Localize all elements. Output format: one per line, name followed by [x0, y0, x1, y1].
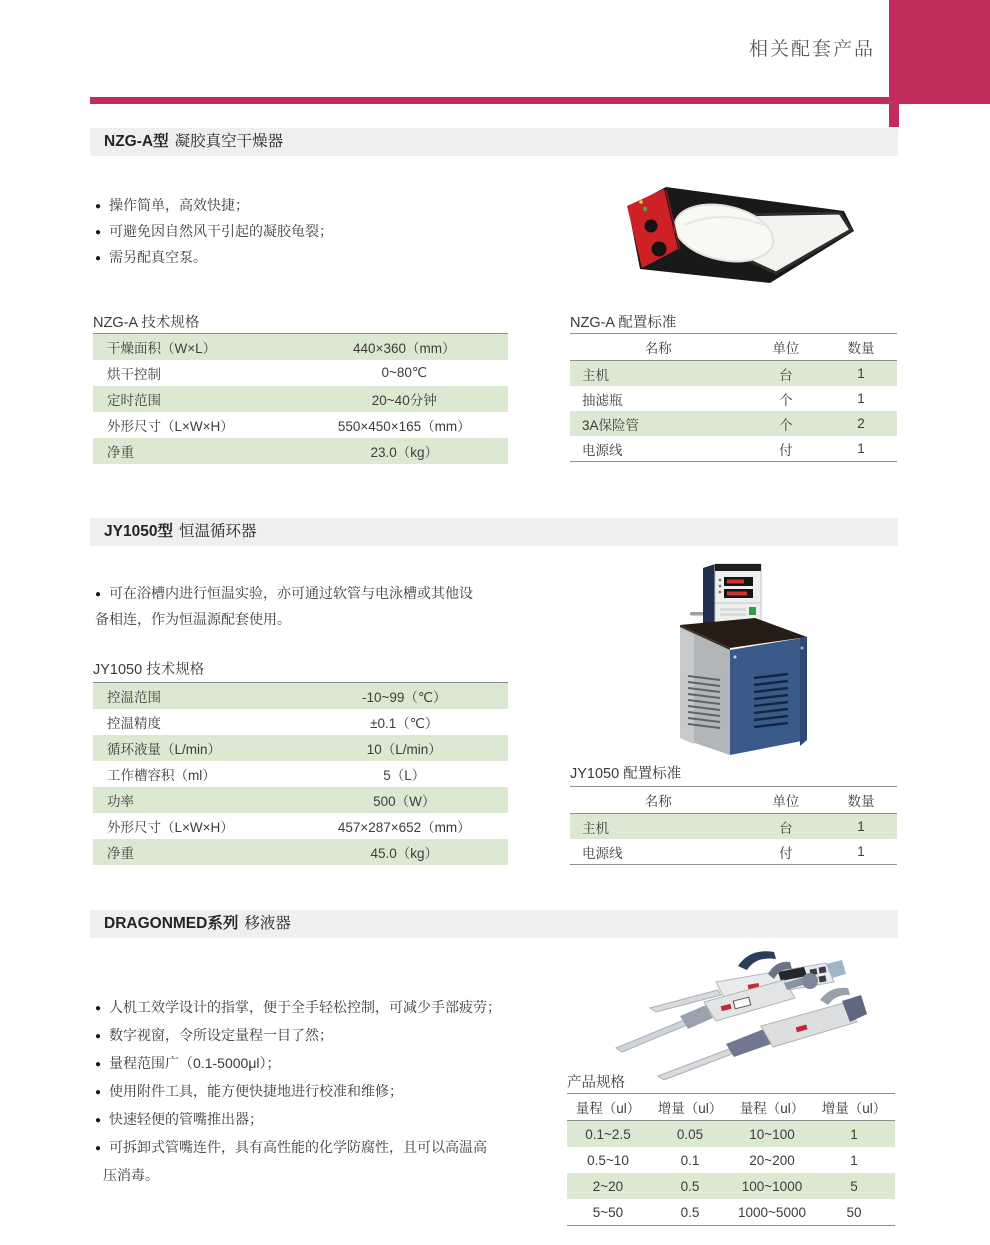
range-cell: 50 — [846, 1204, 862, 1220]
section-title-rest: 凝胶真空干燥器 — [174, 133, 284, 150]
table-row — [93, 683, 508, 709]
config-name: 主机 — [582, 367, 609, 383]
spec-label: 净重 — [107, 445, 134, 460]
config-qty: 2 — [857, 416, 865, 431]
col-header-range: 量程（ul） — [575, 1101, 641, 1116]
table-row — [570, 411, 897, 436]
table-header-row — [570, 787, 897, 814]
spec-value: 550×450×165（mm） — [337, 419, 471, 434]
table-row — [93, 360, 508, 386]
range-cell: 1 — [850, 1152, 858, 1168]
table-row — [93, 735, 508, 761]
spec-label: 工作槽容积（ml） — [107, 768, 216, 783]
jy1050-spec-table — [93, 682, 508, 865]
page-title: 相关配套产品 — [748, 39, 875, 60]
spec-label: 循环液量（L/min） — [107, 742, 222, 757]
jy1050-config-table — [570, 786, 897, 865]
spec-value: 45.0（kg） — [370, 846, 439, 861]
section-title-rest: 移液器 — [244, 915, 291, 932]
range-cell: 20~200 — [749, 1152, 795, 1168]
spec-value: 23.0（kg） — [370, 445, 439, 460]
table-row — [93, 839, 508, 865]
section-title-model: JY1050型 — [104, 523, 173, 540]
gel-vacuum-dryer-image — [618, 173, 856, 285]
header-accent-block — [889, 0, 990, 104]
jy1050-config-table-title: JY1050 配置标准 — [570, 766, 682, 782]
spec-label: 外形尺寸（L×W×H） — [107, 820, 234, 835]
config-qty: 1 — [857, 819, 865, 834]
table-row — [567, 1147, 895, 1173]
table-row — [570, 814, 897, 839]
config-name: 3A保险管 — [582, 417, 640, 433]
spec-label: 干燥面积（W×L） — [107, 341, 217, 356]
pipettes-illustration — [598, 942, 908, 1080]
range-cell: 0.1~2.5 — [585, 1126, 631, 1142]
section-header-nzga — [90, 128, 898, 156]
col-header-qty: 数量 — [847, 794, 875, 809]
col-header-unit: 单位 — [772, 341, 800, 356]
spec-label: 净重 — [107, 846, 134, 861]
spec-value: ±0.1（℃） — [370, 716, 439, 731]
range-cell: 0.5~10 — [587, 1152, 629, 1168]
spec-value: 20~40分钟 — [371, 393, 437, 408]
col-header-increment: 增量（ul） — [657, 1101, 723, 1116]
section-title-model: NZG-A型 — [104, 133, 169, 150]
dragonmed-feature-list — [95, 994, 501, 1188]
table-row — [93, 761, 508, 787]
range-cell: 2~20 — [592, 1178, 624, 1194]
range-cell: 0.5 — [680, 1204, 700, 1220]
spec-value: -10~99（℃） — [361, 690, 447, 705]
col-header-unit: 单位 — [772, 794, 800, 809]
bullet-item: ● 需另配真空泵。 — [95, 245, 333, 271]
bullet-item: ● 可在浴槽内进行恒温实验，亦可通过软管与电泳槽或其他设 — [95, 581, 473, 607]
config-name: 主机 — [582, 820, 609, 836]
bullet-item-continuation: 压消毒。 — [103, 1167, 159, 1183]
spec-label: 控温精度 — [107, 716, 161, 731]
table-row — [93, 813, 508, 839]
bullet-item: ● 使用附件工具，能方便快捷地进行校准和维修； — [95, 1078, 501, 1106]
config-name: 电源线 — [582, 442, 623, 458]
range-cell: 0.5 — [680, 1178, 700, 1194]
config-unit: 台 — [779, 367, 793, 383]
range-cell: 1 — [850, 1126, 858, 1142]
pipette-spec-table — [567, 1093, 895, 1226]
config-qty: 1 — [857, 366, 865, 381]
thermostatic-circulator-image — [676, 556, 811, 756]
config-name: 抽滤瓶 — [582, 392, 623, 408]
spec-value: 0~80℃ — [381, 365, 428, 380]
config-qty: 1 — [857, 441, 865, 456]
spec-label: 外形尺寸（L×W×H） — [107, 419, 234, 434]
config-qty: 1 — [857, 844, 865, 859]
range-cell: 5 — [850, 1178, 858, 1194]
table-header-row — [567, 1094, 895, 1121]
bullet-item: ● 可拆卸式管嘴连件，具有高性能的化学防腐性，且可以高温高 — [95, 1134, 501, 1162]
range-cell: 10~100 — [749, 1126, 795, 1142]
spec-label: 定时范围 — [107, 393, 161, 408]
nzga-config-table — [570, 333, 897, 462]
spec-label: 功率 — [107, 794, 134, 809]
jy1050-spec-table-title: JY1050 技术规格 — [93, 662, 205, 678]
config-unit: 付 — [779, 845, 793, 861]
config-unit: 付 — [779, 442, 793, 458]
config-unit: 个 — [779, 392, 793, 408]
bullet-item: ● 快速轻便的管嘴推出器； — [95, 1106, 501, 1134]
thermostatic-circulator-illustration — [676, 556, 811, 756]
table-row — [93, 438, 508, 464]
col-header-increment: 增量（ul） — [821, 1101, 887, 1116]
spec-value: 5（L） — [383, 768, 426, 783]
range-cell: 100~1000 — [741, 1178, 803, 1194]
spec-value: 500（W） — [373, 794, 436, 809]
jy1050-feature-list — [95, 581, 473, 632]
nzga-config-table-title: NZG-A 配置标准 — [570, 315, 677, 331]
nzga-spec-table — [93, 333, 508, 464]
table-header-row — [570, 334, 897, 361]
table-row — [93, 412, 508, 438]
table-row — [570, 386, 897, 411]
table-row — [570, 839, 897, 864]
table-row — [93, 334, 508, 360]
range-cell: 5~50 — [592, 1204, 624, 1220]
bullet-item-continuation: 备相连，作为恒温源配套使用。 — [95, 611, 291, 627]
bullet-item: ● 量程范围广（0.1-5000μl）； — [95, 1050, 501, 1078]
table-row — [567, 1121, 895, 1147]
spec-label: 控温范围 — [107, 690, 161, 705]
range-cell: 0.1 — [680, 1152, 700, 1168]
spec-label: 烘干控制 — [107, 367, 161, 382]
config-unit: 个 — [779, 417, 793, 433]
table-row — [567, 1199, 895, 1225]
bullet-item: ● 可避免因自然风干引起的凝胶龟裂； — [95, 219, 333, 245]
col-header-name: 名称 — [644, 341, 672, 356]
bullet-item: ● 操作简单，高效快捷； — [95, 193, 333, 219]
gel-vacuum-dryer-illustration — [618, 173, 856, 285]
section-header-jy1050 — [90, 518, 898, 546]
table-row — [93, 709, 508, 735]
header-accent-stub — [889, 104, 899, 127]
section-header-dragonmed — [90, 910, 898, 938]
config-unit: 台 — [779, 820, 793, 836]
table-row — [570, 361, 897, 386]
nzga-spec-table-title: NZG-A 技术规格 — [93, 315, 200, 331]
pipettes-image — [598, 942, 908, 1080]
table-row — [93, 386, 508, 412]
spec-value: 440×360（mm） — [353, 341, 456, 356]
table-row — [570, 436, 897, 461]
col-header-range: 量程（ul） — [739, 1101, 805, 1116]
section-title-rest: 恒温循环器 — [178, 523, 257, 540]
table-row — [93, 787, 508, 813]
spec-value: 457×287×652（mm） — [337, 820, 471, 835]
pipette-spec-table-title: 产品规格 — [567, 1075, 625, 1091]
range-cell: 1000~5000 — [738, 1204, 806, 1220]
col-header-qty: 数量 — [847, 341, 875, 356]
table-row — [567, 1173, 895, 1199]
spec-value: 10（L/min） — [366, 742, 442, 757]
bullet-item: ● 数字视窗，令所设定量程一目了然； — [95, 1022, 501, 1050]
config-qty: 1 — [857, 391, 865, 406]
nzga-feature-list — [95, 193, 333, 271]
col-header-name: 名称 — [644, 794, 672, 809]
range-cell: 0.05 — [676, 1126, 704, 1142]
bullet-item: ● 人机工效学设计的指掌，便于全手轻松控制，可减少手部疲劳； — [95, 994, 501, 1022]
config-name: 电源线 — [582, 845, 623, 861]
section-title-model: DRAGONMED系列 — [104, 915, 239, 932]
header-accent-bar — [90, 97, 899, 104]
